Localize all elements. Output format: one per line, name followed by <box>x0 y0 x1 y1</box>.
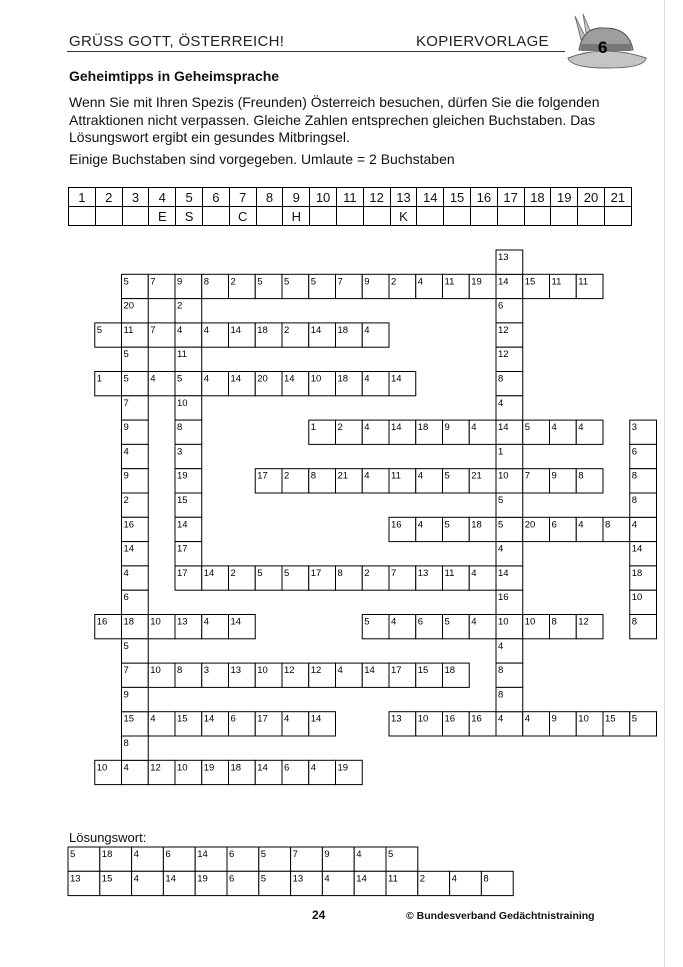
crossword-cell-number: 17 <box>177 543 188 555</box>
crossword-cell-number: 15 <box>177 713 188 725</box>
crossword-cell-number: 5 <box>260 849 267 860</box>
crossword-cell-number: 4 <box>364 470 370 482</box>
crossword-cell-number: 14 <box>165 873 176 885</box>
crossword-cell-number: 15 <box>605 713 616 725</box>
crossword-cell-number: 11 <box>444 276 455 288</box>
crossword-cell-number: 8 <box>498 665 504 677</box>
crossword-cell-number: 3 <box>631 422 638 434</box>
crossword-cell-number: 4 <box>498 713 504 725</box>
header-kopiervorlage: KOPIERVORLAGE <box>416 33 549 50</box>
crossword-cell-number: 15 <box>177 495 188 506</box>
crossword-cell-number: 2 <box>230 567 236 579</box>
key-number-cell: 3 <box>122 188 149 207</box>
key-number-cell: 1 <box>69 188 96 207</box>
key-number-cell: 9 <box>283 188 310 207</box>
crossword-cell-number: 14 <box>203 713 215 725</box>
crossword-cell-number: 14 <box>356 873 367 885</box>
crossword-cell-number: 7 <box>150 324 156 336</box>
crossword-cell-number: 21 <box>337 470 349 482</box>
crossword-cell-number: 4 <box>451 873 457 885</box>
crossword-cell-number: 9 <box>551 470 557 482</box>
crossword-cell-number: 10 <box>150 665 161 677</box>
crossword-cell-number: 7 <box>123 665 129 677</box>
page-edge <box>664 0 665 967</box>
crossword-cell-number: 4 <box>123 567 129 579</box>
crossword-cell-number: 5 <box>257 276 263 288</box>
crossword-cell-number: 2 <box>123 495 129 506</box>
crossword-cell-number: 8 <box>498 373 504 385</box>
crossword-cell-number: 19 <box>471 276 482 288</box>
crossword-cell-number: 14 <box>391 422 402 434</box>
crossword-cell-number: 4 <box>471 616 477 628</box>
crossword-cell-number: 14 <box>631 543 643 555</box>
crossword-cell-number: 8 <box>177 665 183 677</box>
crossword-cell-number: 2 <box>364 567 370 579</box>
crossword-cell-number: 20 <box>524 519 536 531</box>
key-number-cell: 2 <box>95 188 122 207</box>
crossword-cell-number: 7 <box>391 567 397 579</box>
crossword-cell-number: 16 <box>391 519 402 531</box>
crossword-cell-number: 2 <box>177 300 183 312</box>
crossword-cell-number: 8 <box>123 738 129 749</box>
crossword-cell-number: 17 <box>391 665 402 677</box>
crossword-cell-number: 4 <box>498 543 504 555</box>
crossword-cell-number: 6 <box>551 519 557 531</box>
crossword-cell-number: 7 <box>337 276 343 288</box>
key-number-cell: 4 <box>149 188 176 207</box>
header-title: GRÜSS GOTT, ÖSTERREICH! <box>69 33 285 50</box>
crossword-cell-number: 4 <box>284 713 290 725</box>
crossword-cell-number: 9 <box>364 276 370 288</box>
crossword-cell-number: 14 <box>284 373 295 385</box>
crossword-cell-number: 5 <box>123 373 129 385</box>
crossword-cell-number: 14 <box>310 324 322 336</box>
key-number-cell: 6 <box>202 188 229 207</box>
key-letter-cell[interactable]: C <box>229 207 256 226</box>
crossword-cell-number: 12 <box>578 616 589 628</box>
crossword-cell-number: 4 <box>524 713 531 725</box>
crossword-cell-number: 19 <box>203 762 215 774</box>
crossword-cell-number: 2 <box>337 422 343 434</box>
crossword-cell-number: 9 <box>123 689 129 701</box>
crossword-cell-number: 8 <box>498 689 504 701</box>
crossword-cell-number: 16 <box>444 713 456 725</box>
crossword-cell-number: 13 <box>70 873 81 885</box>
key-number-cell: 10 <box>310 188 337 207</box>
crossword-cell-number: 10 <box>498 616 509 628</box>
key-letter-cell[interactable]: K <box>390 207 417 226</box>
crossword-cell-number: 13 <box>230 665 242 677</box>
crossword-cell-number: 10 <box>498 470 509 482</box>
crossword-cell-number: 10 <box>578 713 589 725</box>
crossword-cell-number: 4 <box>391 616 397 628</box>
crossword-cell-number: 20 <box>257 373 268 385</box>
crossword-cell-number: 5 <box>498 495 504 506</box>
crossword-cell-number: 5 <box>310 276 317 288</box>
copyright-notice: © Bundesverband Gedächtnistraining <box>406 910 595 922</box>
crossword-cell-number: 8 <box>578 470 584 482</box>
crossword-cell-number: 10 <box>96 762 108 774</box>
crossword-cell-number: 6 <box>229 849 235 860</box>
crossword-cell-number: 12 <box>498 324 509 336</box>
crossword-cell-number: 4 <box>203 616 210 628</box>
key-number-cell: 12 <box>363 188 390 207</box>
crossword-cell-number: 5 <box>524 422 531 434</box>
crossword-cell-number: 18 <box>257 324 268 336</box>
crossword-cell-number: 6 <box>230 713 236 725</box>
crossword-cell-number: 14 <box>498 567 509 579</box>
crossword-cell-number: 10 <box>150 616 161 628</box>
crossword-cell-number: 4 <box>578 422 584 434</box>
key-number-cell: 13 <box>390 188 417 207</box>
crossword-cell-number: 5 <box>631 713 638 725</box>
crossword-cell-number: 9 <box>123 470 129 482</box>
crossword-cell-number: 8 <box>631 495 638 506</box>
crossword-cell-number: 14 <box>197 849 208 860</box>
crossword-cell-number: 2 <box>284 324 290 336</box>
crossword-cell-number: 11 <box>177 349 187 361</box>
crossword-cell-number: 4 <box>150 713 156 725</box>
crossword-cell-number: 14 <box>310 713 322 725</box>
crossword-cell-number: 19 <box>337 762 349 774</box>
crossword-cell-number: 4 <box>364 422 370 434</box>
crossword-cell-number: 10 <box>524 616 536 628</box>
crossword-cell-number: 10 <box>631 592 643 604</box>
crossword-cell-number: 12 <box>150 762 161 774</box>
crossword-cell-number: 5 <box>498 519 504 531</box>
worksheet-number-badge: 6 <box>598 38 608 57</box>
key-number-cell: 15 <box>444 188 471 207</box>
crossword-cell-number: 1 <box>96 373 103 385</box>
crossword-cell-number: 11 <box>444 567 455 579</box>
crossword-cell-number: 4 <box>177 324 183 336</box>
crossword-cell-number: 9 <box>551 713 557 725</box>
crossword-cell-number: 1 <box>310 422 317 434</box>
crossword-cell-number: 14 <box>364 665 375 677</box>
hint-text: Einige Buchstaben sind vorgegeben. Umlaute = 2 Buchstaben <box>69 151 455 167</box>
crossword-cell-number: 4 <box>203 373 210 385</box>
crossword-cell-number: 4 <box>364 324 370 336</box>
crossword-cell-number: 8 <box>483 873 489 885</box>
crossword-cell-number: 2 <box>230 276 236 288</box>
page-number: 24 <box>312 908 326 922</box>
crossword-cell-number: 8 <box>551 616 557 628</box>
crossword-cell-number: 4 <box>364 373 370 385</box>
crossword-cell-number: 13 <box>417 567 429 579</box>
intro-text: Wenn Sie mit Ihren Spezis (Freunden) Österreich besuchen, dürfen Sie die folgenden Attraktionen nicht verpassen. Gleiche Zahlen entsprechen gleichen Buchstaben. Das Lösungswort ergibt ein gesundes Mitbringsel. <box>69 94 600 145</box>
crossword-cell-number: 8 <box>203 276 210 288</box>
crossword-cell-number: 9 <box>123 422 129 434</box>
key-number-cell: 18 <box>524 188 551 207</box>
crossword-cell-number: 14 <box>230 324 242 336</box>
crossword-cell-number: 18 <box>101 849 113 860</box>
crossword-cell-number: 16 <box>471 713 482 725</box>
crossword-cell-number: 4 <box>310 762 317 774</box>
crossword-cell-number: 17 <box>257 713 268 725</box>
crossword-cell-number: 14 <box>230 616 242 628</box>
crossword-cell-number: 10 <box>177 762 188 774</box>
crossword-cell-number: 19 <box>177 470 188 482</box>
crossword-cell-number: 5 <box>388 849 394 860</box>
crossword-cell-number: 10 <box>177 397 188 409</box>
crossword-cell-number: 14 <box>257 762 268 774</box>
crossword-cell-number: 6 <box>417 616 424 628</box>
crossword-cell-number: 13 <box>498 252 509 263</box>
crossword-cell-number: 5 <box>123 276 129 288</box>
crossword-cell-number: 4 <box>417 470 424 482</box>
solution-label: Lösungswort: <box>69 830 147 845</box>
crossword-cell-number: 10 <box>310 373 322 385</box>
crossword-cell-number: 15 <box>417 665 429 677</box>
crossword-cell-number: 18 <box>471 519 482 531</box>
crossword-cell-number: 5 <box>444 470 450 482</box>
crossword-cell-number: 6 <box>631 446 638 458</box>
crossword-cell-number: 7 <box>292 849 298 860</box>
crossword-cell-number: 5 <box>444 616 450 628</box>
crossword-cell-number: 4 <box>498 640 504 652</box>
crossword-cell-number: 7 <box>123 397 129 409</box>
crossword-cell-number: 4 <box>356 849 362 860</box>
key-number-cell: 14 <box>417 188 444 207</box>
crossword-cell-number: 14 <box>391 373 402 385</box>
crossword-cell-number: 16 <box>498 592 509 604</box>
crossword-cell-number: 11 <box>123 324 134 336</box>
crossword-cell-number: 10 <box>417 713 429 725</box>
crossword-cell-number: 14 <box>123 543 135 555</box>
crossword-cell-number: 5 <box>96 324 103 336</box>
crossword-cell-number: 6 <box>123 592 129 604</box>
crossword-cell-number: 15 <box>123 713 135 725</box>
crossword-cell-number: 9 <box>444 422 450 434</box>
crossword-cell-number: 4 <box>417 276 424 288</box>
crossword-cell-number: 2 <box>419 873 426 885</box>
crossword-cell-number: 5 <box>284 567 290 579</box>
crossword-cell-number: 9 <box>324 849 330 860</box>
crossword-cell-number: 4 <box>551 422 557 434</box>
crossword-cell-number: 12 <box>310 665 322 677</box>
crossword-cell-number: 4 <box>123 446 129 458</box>
page-title: Geheimtipps in Geheimsprache <box>69 68 280 84</box>
crossword-cell-number: 8 <box>337 567 343 579</box>
crossword-cell-number: 4 <box>631 519 638 531</box>
crossword-cell-number: 8 <box>605 519 611 531</box>
crossword-cell-number: 20 <box>123 300 135 312</box>
crossword-cell-number: 4 <box>203 324 210 336</box>
crossword-cell-number: 11 <box>551 276 562 288</box>
crossword-cell-number: 4 <box>471 422 477 434</box>
crossword-cell-number: 5 <box>284 276 290 288</box>
crossword-cell-number: 18 <box>123 616 135 628</box>
crossword-cell-number: 4 <box>133 873 139 885</box>
crossword-cell-number: 13 <box>391 713 402 725</box>
crossword-cell-number: 5 <box>177 373 183 385</box>
key-number-cell: 20 <box>578 188 605 207</box>
crossword-cell-number: 18 <box>444 665 456 677</box>
crossword-cell-number: 5 <box>123 640 129 652</box>
crossword-cell-number: 17 <box>177 567 188 579</box>
crossword-cell-number: 1 <box>498 446 504 458</box>
crossword-cell-number: 15 <box>101 873 113 885</box>
crossword-cell-number: 12 <box>284 665 295 677</box>
key-number-cell: 19 <box>551 188 578 207</box>
crossword-cell-number: 13 <box>292 873 304 885</box>
crossword-cell-number: 17 <box>257 470 268 482</box>
crossword-cell-number: 7 <box>524 470 531 482</box>
crossword-cell-number: 5 <box>364 616 370 628</box>
crossword-cell-number: 4 <box>324 873 330 885</box>
crossword-cell-number: 4 <box>578 519 584 531</box>
crossword-cell-number: 6 <box>498 300 504 312</box>
crossword-cell-number: 2 <box>284 470 290 482</box>
key-number-cell: 5 <box>176 188 203 207</box>
crossword-cell-number: 14 <box>203 567 215 579</box>
crossword-cell-number: 4 <box>133 849 139 860</box>
crossword-cell-number: 6 <box>165 849 171 860</box>
crossword-cell-number: 4 <box>471 567 477 579</box>
crossword-cell-number: 16 <box>123 519 135 531</box>
crossword-cell-number: 6 <box>229 873 235 885</box>
crossword-cell-number: 19 <box>197 873 208 885</box>
crossword-cell-number: 16 <box>96 616 108 628</box>
crossword-cell-number: 14 <box>498 422 509 434</box>
crossword-cell-number: 11 <box>391 470 401 482</box>
crossword-cell-number: 4 <box>337 665 343 677</box>
crossword-cell-number: 2 <box>391 276 397 288</box>
key-number-cell: 11 <box>336 188 363 207</box>
crossword-cell-number: 4 <box>123 762 129 774</box>
crossword-cell-number: 8 <box>631 616 638 628</box>
crossword-cell-number: 11 <box>388 873 398 885</box>
crossword-cell-number: 7 <box>150 276 156 288</box>
crossword-cell-number: 4 <box>498 397 504 409</box>
crossword-cell-number: 8 <box>631 470 638 482</box>
key-number-cell: 8 <box>256 188 283 207</box>
crossword-cell-number: 5 <box>260 873 267 885</box>
crossword-cell-number: 6 <box>284 762 290 774</box>
crossword-cell-number: 14 <box>177 519 188 531</box>
crossword-cell-number: 13 <box>177 616 188 628</box>
crossword-cell-number: 5 <box>444 519 450 531</box>
crossword-cell-number: 3 <box>203 665 210 677</box>
crossword-cell-number: 5 <box>123 349 129 361</box>
crossword-cell-number: 14 <box>230 373 242 385</box>
key-letter-cell[interactable]: E <box>149 207 176 226</box>
crossword-cell-number: 18 <box>230 762 242 774</box>
crossword-cell-number: 18 <box>337 324 349 336</box>
key-letter-cell[interactable]: S <box>176 207 203 226</box>
crossword-cell-number: 18 <box>417 422 429 434</box>
crossword-cell-number: 14 <box>498 276 509 288</box>
key-number-cell: 16 <box>470 188 497 207</box>
crossword-cell-number: 5 <box>257 567 263 579</box>
crossword-cell-number: 10 <box>257 665 268 677</box>
crossword-cell-number: 8 <box>310 470 317 482</box>
key-number-cell: 7 <box>229 188 256 207</box>
crossword-cell-number: 18 <box>337 373 349 385</box>
crossword-cell-number: 12 <box>498 349 509 361</box>
crossword-cell-number: 18 <box>631 567 643 579</box>
crossword-cell-number: 4 <box>417 519 424 531</box>
crossword-cell-number: 4 <box>150 373 156 385</box>
key-number-cell: 17 <box>497 188 524 207</box>
crossword-cell-number: 11 <box>578 276 589 288</box>
key-number-cell: 21 <box>604 188 631 207</box>
crossword-cell-number: 3 <box>177 446 183 458</box>
key-letter-cell[interactable]: H <box>283 207 310 226</box>
crossword-cell-number: 9 <box>177 276 183 288</box>
crossword-cell-number: 15 <box>524 276 536 288</box>
crossword-cell-number: 17 <box>310 567 322 579</box>
crossword-cell-number: 8 <box>177 422 183 434</box>
crossword-cell-number: 5 <box>70 849 76 860</box>
crossword-cell-number: 21 <box>471 470 482 482</box>
